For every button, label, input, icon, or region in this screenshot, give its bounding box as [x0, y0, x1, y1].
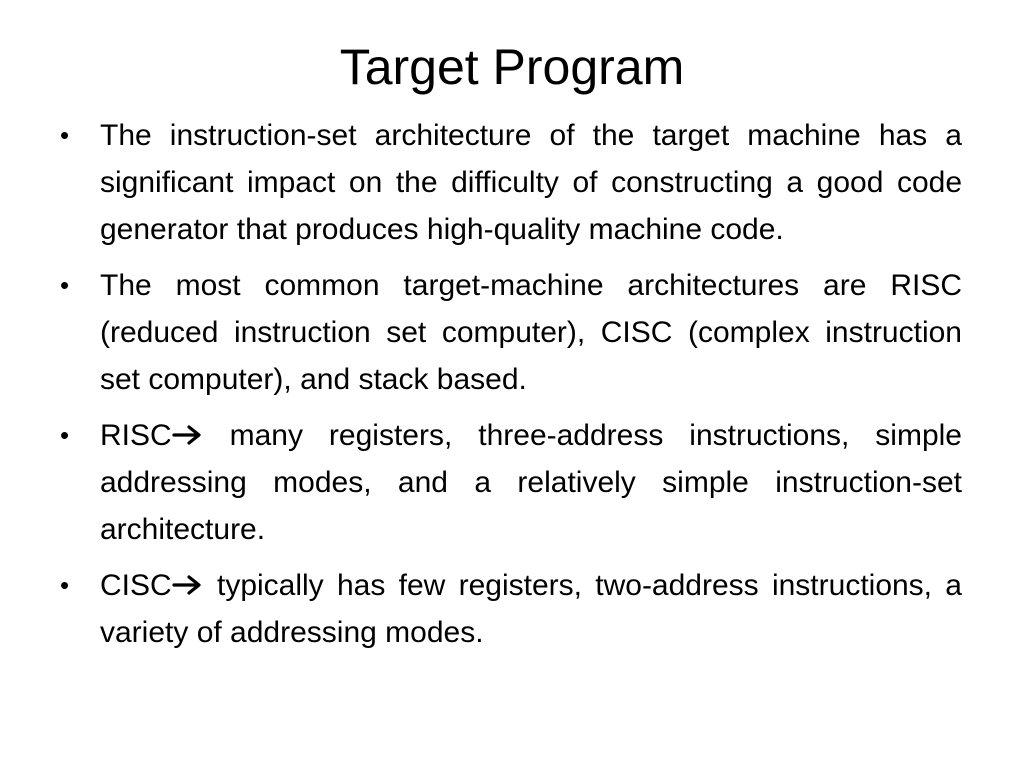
bullet-item-cisc: [60, 562, 962, 656]
bullet-dot: •: [60, 570, 70, 600]
bullet-item-instruction-set: [60, 112, 962, 253]
bullet-lead-cisc: CISC: [100, 569, 172, 602]
bullet-text: The instruction-set architecture of the target machine has a significant impact on the difficulty of constructing a good code generator that produces high-quality machine code.: [100, 119, 962, 246]
bullet-item-risc: [60, 412, 962, 553]
slide-title: Target Program: [339, 39, 685, 95]
bullet-dot: •: [60, 420, 70, 450]
bullet-dot: •: [60, 270, 70, 300]
bullet-text: The most common target-machine architectures are RISC (reduced instruction set computer), CISC (complex instruction set computer), and stack based.: [100, 269, 962, 396]
right-arrow-icon: [172, 574, 204, 596]
bullet-text: many registers, three-address instructions, simple addressing modes, and a relatively simple instruction-set architecture.: [100, 419, 962, 546]
bullet-list: [60, 112, 962, 665]
bullet-item-common-architectures: [60, 262, 962, 403]
right-arrow-icon: [172, 424, 204, 446]
bullet-text: typically has few registers, two-address instructions, a variety of addressing modes.: [100, 569, 962, 649]
bullet-lead-risc: RISC: [100, 419, 172, 452]
bullet-dot: •: [60, 120, 70, 150]
